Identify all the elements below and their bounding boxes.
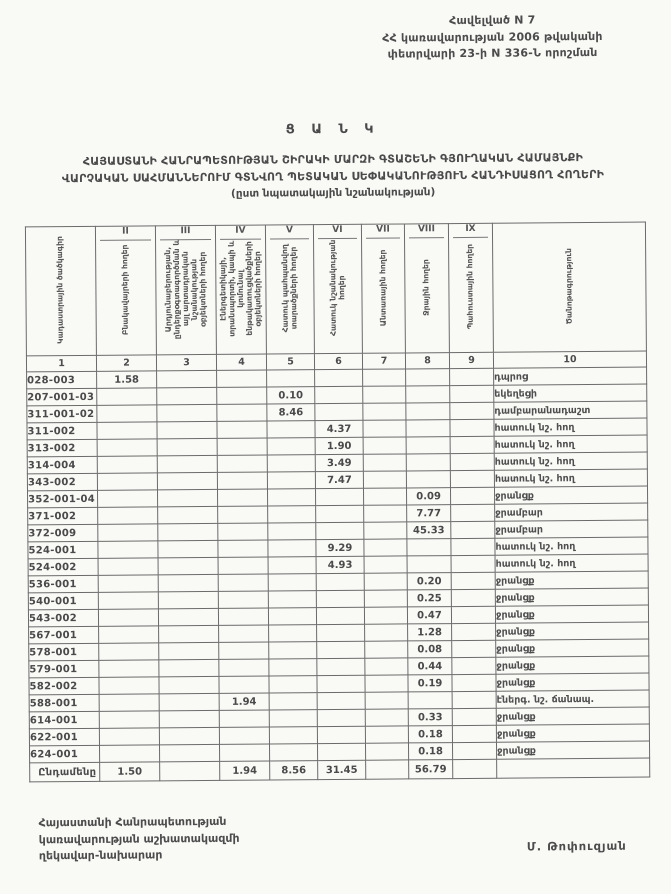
area-value-cell xyxy=(317,692,365,709)
area-value-cell xyxy=(158,608,218,625)
document-subtitle-3: (ըստ նպատակային նշանակության) xyxy=(230,186,436,200)
area-value-cell xyxy=(363,403,406,420)
area-value-cell: 0.44 xyxy=(408,658,452,675)
area-value-cell xyxy=(269,676,317,693)
cadastral-code-cell: 524-001 xyxy=(28,541,98,559)
area-value-cell xyxy=(406,386,450,403)
cadastral-code-cell: 567-001 xyxy=(29,626,99,644)
area-value-cell xyxy=(158,540,218,557)
land-categories-table xyxy=(25,222,650,783)
area-value-cell: 3.49 xyxy=(315,454,363,471)
note-cell: ջրանցք xyxy=(496,639,649,657)
area-value-cell xyxy=(365,692,408,709)
area-value-cell xyxy=(268,574,316,591)
area-value-cell xyxy=(267,438,315,455)
area-value-cell xyxy=(317,641,365,658)
header-label: Ջրային հողեր xyxy=(421,258,431,316)
cadastral-code-cell: 311-002 xyxy=(27,422,97,440)
annex-line-3: փետրվարի 23-ի N 336-Ն որոշման xyxy=(387,45,598,61)
area-value-cell xyxy=(159,625,219,642)
area-value-cell: 4.37 xyxy=(315,420,363,437)
area-value-cell xyxy=(406,471,450,488)
area-value-cell xyxy=(99,660,159,677)
roman-numeral: VI xyxy=(318,225,357,239)
area-value-cell xyxy=(365,709,408,726)
cadastral-code-cell: 314-004 xyxy=(27,456,97,474)
area-value-cell xyxy=(365,658,408,675)
area-value-cell xyxy=(219,625,269,642)
area-value-cell xyxy=(158,557,218,574)
area-value-cell: 7.77 xyxy=(407,505,451,522)
area-value-cell xyxy=(98,541,158,558)
area-value-cell: 0.25 xyxy=(407,590,451,607)
roman-numeral: VIII xyxy=(409,224,444,238)
area-value-cell xyxy=(451,504,495,521)
area-value-cell xyxy=(159,693,219,710)
note-cell: ջրանցք xyxy=(496,707,649,725)
area-value-cell xyxy=(365,743,408,760)
area-value-cell xyxy=(363,369,406,386)
table-header-row xyxy=(25,222,646,356)
area-value-cell xyxy=(452,674,496,691)
total-value-cell: 1.94 xyxy=(220,761,270,780)
area-value-cell xyxy=(217,472,267,489)
area-value-cell: 1.90 xyxy=(315,437,363,454)
note-cell: ջրամբար xyxy=(495,520,648,538)
area-value-cell xyxy=(365,641,408,658)
area-value-cell xyxy=(407,539,451,556)
area-value-cell xyxy=(97,405,157,422)
area-value-cell xyxy=(269,710,317,727)
area-value-cell xyxy=(364,607,407,624)
cadastral-code-cell: 207-001-03 xyxy=(27,388,97,406)
area-value-cell xyxy=(363,471,406,488)
area-value-cell xyxy=(315,403,363,420)
area-value-cell xyxy=(157,455,217,472)
note-cell: ջրանցք xyxy=(496,673,649,691)
area-value-cell: 1.58 xyxy=(97,371,157,388)
area-value-cell xyxy=(98,558,158,575)
area-value-cell xyxy=(450,368,494,385)
header-forest-lands xyxy=(361,224,405,353)
area-value-cell xyxy=(218,574,268,591)
cadastral-code-cell: 371-002 xyxy=(28,507,98,525)
roman-numeral: VII xyxy=(366,224,400,238)
area-value-cell xyxy=(452,725,496,742)
area-value-cell xyxy=(159,744,219,761)
area-value-cell xyxy=(451,572,495,589)
note-cell: դամբարանադաշտ xyxy=(494,401,647,419)
header-label: Կադաստրային ծածկագիր xyxy=(55,236,65,345)
area-value-cell xyxy=(218,523,268,540)
area-value-cell xyxy=(158,574,218,591)
area-value-cell xyxy=(267,455,315,472)
annex-line-1: Հավելված N 7 xyxy=(449,13,536,28)
cadastral-code-cell: 624-001 xyxy=(30,745,100,763)
area-value-cell xyxy=(269,693,317,710)
signatory-line-1: Հայաստանի Հանրապետության xyxy=(38,814,227,830)
note-cell: հատուկ նշ. հող xyxy=(494,435,647,453)
header-label: Ծանոթագրություն xyxy=(563,248,574,325)
area-value-cell xyxy=(268,557,316,574)
total-value-cell: 31.45 xyxy=(318,760,366,779)
annex-reference-block xyxy=(321,11,663,63)
cadastral-code-cell: 311-001-02 xyxy=(27,405,97,423)
area-value-cell xyxy=(268,540,316,557)
area-value-cell xyxy=(364,505,407,522)
area-value-cell xyxy=(217,421,267,438)
area-value-cell xyxy=(159,727,219,744)
area-value-cell xyxy=(363,437,406,454)
area-value-cell xyxy=(450,436,494,453)
area-value-cell xyxy=(364,522,407,539)
area-value-cell xyxy=(267,370,315,387)
area-value-cell xyxy=(450,419,494,436)
roman-numeral: II xyxy=(100,226,151,240)
area-value-cell xyxy=(452,657,496,674)
area-value-cell xyxy=(317,675,365,692)
area-value-cell xyxy=(218,591,268,608)
signatory-title-block xyxy=(39,814,240,865)
area-value-cell xyxy=(99,626,159,643)
total-value-cell xyxy=(453,759,497,778)
title-block xyxy=(0,119,669,201)
area-value-cell xyxy=(217,489,267,506)
area-value-cell xyxy=(218,608,268,625)
area-value-cell xyxy=(157,489,217,506)
document-title: Ց Ա Ն Կ xyxy=(285,121,380,138)
area-value-cell xyxy=(267,489,315,506)
area-value-cell xyxy=(98,575,158,592)
area-value-cell xyxy=(451,521,495,538)
area-value-cell: 45.33 xyxy=(407,522,451,539)
area-value-cell xyxy=(99,643,159,660)
area-value-cell xyxy=(406,403,450,420)
area-value-cell xyxy=(452,708,496,725)
column-number: 4 xyxy=(216,354,266,370)
area-value-cell xyxy=(217,370,267,387)
total-value-cell: 56.79 xyxy=(409,760,453,779)
area-value-cell xyxy=(219,727,269,744)
area-value-cell: 0.09 xyxy=(406,488,450,505)
area-value-cell xyxy=(450,487,494,504)
document-subtitle-1: ՀԱՅԱՍՏԱՆԻ ՀԱՆՐԱՊԵՏՈՒԹՅԱՆ ՇԻՐԱԿԻ ՄԱՐԶԻ ԳՏԱՇԵՆԻ ԳՅՈՒՂԱԿԱՆ ՀԱՄԱՅՆՔԻ xyxy=(82,151,584,168)
column-number: 10 xyxy=(493,351,646,368)
area-value-cell xyxy=(219,659,269,676)
note-cell: ջրանցք xyxy=(496,622,649,640)
note-cell: ջրանցք xyxy=(495,605,648,623)
header-label: Հատուկ պահպանվող տարածքների հողեր xyxy=(279,244,299,333)
area-value-cell xyxy=(316,573,364,590)
area-value-cell xyxy=(97,456,157,473)
note-cell xyxy=(497,758,650,778)
area-value-cell xyxy=(268,608,316,625)
signature-name: Մ. Թոփուզյան xyxy=(526,838,627,854)
area-value-cell: 0.20 xyxy=(407,573,451,590)
area-value-cell xyxy=(451,538,495,555)
area-value-cell xyxy=(452,640,496,657)
note-cell: ջրամբար xyxy=(495,503,648,521)
header-energy-transport-lands xyxy=(215,225,266,354)
area-value-cell: 7.47 xyxy=(315,471,363,488)
area-value-cell xyxy=(218,557,268,574)
total-value-cell xyxy=(160,761,220,780)
area-value-cell xyxy=(268,523,316,540)
note-cell: ջրանցք xyxy=(496,724,649,742)
cadastral-code-cell: 582-002 xyxy=(29,677,99,695)
area-value-cell xyxy=(364,590,407,607)
area-value-cell xyxy=(157,421,217,438)
area-value-cell xyxy=(316,607,364,624)
area-value-cell: 8.46 xyxy=(267,404,315,421)
area-value-cell: 0.08 xyxy=(408,641,452,658)
header-label: Բնակավայրերի հողեր xyxy=(120,244,130,335)
area-value-cell xyxy=(269,625,317,642)
note-cell: հատուկ նշ. հող xyxy=(494,452,647,470)
area-value-cell xyxy=(98,507,158,524)
area-value-cell xyxy=(316,522,364,539)
area-value-cell xyxy=(99,745,159,762)
area-value-cell xyxy=(316,505,364,522)
area-value-cell: 0.10 xyxy=(267,387,315,404)
total-value-cell xyxy=(366,760,409,779)
area-value-cell xyxy=(159,710,219,727)
header-industrial-lands xyxy=(155,225,216,354)
area-value-cell: 1.28 xyxy=(408,624,452,641)
cadastral-code-cell: 372-009 xyxy=(28,524,98,542)
area-value-cell: 0.18 xyxy=(408,726,452,743)
cadastral-code-cell: 028-003 xyxy=(27,371,97,389)
signatory-line-3: ղեկավար-նախարար xyxy=(38,848,163,863)
header-special-purpose-lands xyxy=(313,224,362,353)
total-value-cell: 1.50 xyxy=(100,762,160,781)
area-value-cell xyxy=(219,642,269,659)
area-value-cell xyxy=(219,710,269,727)
area-value-cell: 0.47 xyxy=(407,607,451,624)
area-value-cell xyxy=(217,387,267,404)
area-value-cell xyxy=(406,420,450,437)
header-water-lands xyxy=(404,224,449,353)
area-value-cell xyxy=(406,437,450,454)
column-number: 3 xyxy=(156,354,216,370)
area-value-cell xyxy=(99,694,159,711)
area-value-cell xyxy=(97,473,157,490)
note-cell: հատուկ նշ. հող xyxy=(495,554,648,572)
note-cell: էներգ. նշ. ճանապ. xyxy=(496,690,649,708)
area-value-cell xyxy=(157,438,217,455)
column-number: 5 xyxy=(266,354,314,370)
area-value-cell xyxy=(267,472,315,489)
area-value-cell xyxy=(219,744,269,761)
note-cell: ջրանցք xyxy=(495,588,648,606)
cadastral-code-cell: 578-001 xyxy=(29,643,99,661)
note-cell: եկեղեցի xyxy=(494,384,647,402)
area-value-cell xyxy=(316,590,364,607)
area-value-cell xyxy=(157,370,217,387)
cadastral-code-cell: 614-001 xyxy=(29,711,99,729)
area-value-cell xyxy=(451,555,495,572)
area-value-cell xyxy=(159,659,219,676)
area-value-cell xyxy=(268,591,316,608)
area-value-cell xyxy=(363,488,406,505)
area-value-cell xyxy=(97,490,157,507)
area-value-cell xyxy=(364,556,407,573)
header-label: Էներգետիկայի, տրանսպորտի, կապի և կոմունալ ենթակառուցվածքների օբյեկտների հողեր xyxy=(217,240,263,337)
area-value-cell xyxy=(158,506,218,523)
area-value-cell xyxy=(269,659,317,676)
area-value-cell xyxy=(157,472,217,489)
annex-line-2: ՀՀ կառավարության 2006 թվականի xyxy=(382,29,603,45)
area-value-cell xyxy=(157,404,217,421)
area-value-cell xyxy=(217,438,267,455)
area-value-cell: 0.19 xyxy=(408,675,452,692)
header-settlement-lands xyxy=(95,226,156,355)
column-number: 7 xyxy=(362,353,405,369)
area-value-cell xyxy=(218,540,268,557)
area-value-cell xyxy=(364,573,407,590)
total-row xyxy=(30,758,650,782)
area-value-cell xyxy=(450,470,494,487)
roman-numeral: V xyxy=(270,225,309,239)
cadastral-code-cell: 540-001 xyxy=(28,592,98,610)
cadastral-code-cell: 343-002 xyxy=(27,473,97,491)
area-value-cell xyxy=(99,711,159,728)
header-label: Անտառային հողեր xyxy=(377,249,388,326)
area-value-cell xyxy=(269,642,317,659)
signatory-line-2: կառավարության աշխատակազմի xyxy=(38,831,240,846)
area-value-cell: 9.29 xyxy=(316,539,364,556)
area-value-cell xyxy=(451,589,495,606)
area-value-cell xyxy=(159,676,219,693)
area-value-cell xyxy=(364,539,407,556)
total-label-cell: Ընդամենը xyxy=(30,762,100,782)
document-subtitle-2: ՎԱՐՉԱԿԱՆ ՍԱՀՄԱՆՆԵՐՈՒՄ ԳՏՆՎՈՂ ՊԵՏԱԿԱՆ ՍԵՓԱԿԱՆՈՒԹՅՈՒՆ ՀԱՆԴԻՍԱՑՈՂ ՀՈՂԵՐԻ xyxy=(61,167,605,186)
area-value-cell xyxy=(317,743,365,760)
area-value-cell xyxy=(98,609,158,626)
area-value-cell xyxy=(99,677,159,694)
area-value-cell: 1.94 xyxy=(219,693,269,710)
note-cell: հատուկ նշ. հող xyxy=(494,469,647,487)
area-value-cell xyxy=(315,386,363,403)
area-value-cell xyxy=(315,369,363,386)
area-value-cell xyxy=(97,388,157,405)
area-value-cell xyxy=(452,623,496,640)
area-value-cell xyxy=(317,726,365,743)
note-cell: ջրանցք xyxy=(495,571,648,589)
area-value-cell xyxy=(157,387,217,404)
area-value-cell xyxy=(217,404,267,421)
cadastral-code-cell: 536-001 xyxy=(28,575,98,593)
area-value-cell xyxy=(98,592,158,609)
table-body xyxy=(27,367,650,782)
area-value-cell xyxy=(365,624,408,641)
header-label: Պահուստային հողեր xyxy=(465,244,475,330)
area-value-cell xyxy=(97,439,157,456)
area-value-cell xyxy=(219,676,269,693)
area-value-cell xyxy=(315,488,363,505)
cadastral-code-cell: 524-002 xyxy=(28,558,98,576)
note-cell: ջրանցք xyxy=(496,741,649,759)
cadastral-code-cell: 313-002 xyxy=(27,439,97,457)
header-label: Հատուկ նշանակության հողեր xyxy=(327,239,347,337)
area-value-cell xyxy=(99,728,159,745)
note-cell: դպրոց xyxy=(494,367,647,385)
header-note xyxy=(492,222,646,352)
area-value-cell xyxy=(98,524,158,541)
area-value-cell xyxy=(267,421,315,438)
cadastral-code-cell: 543-002 xyxy=(28,609,98,627)
area-value-cell xyxy=(97,422,157,439)
area-value-cell xyxy=(363,420,406,437)
note-cell: հատուկ նշ. հող xyxy=(495,537,648,555)
area-value-cell xyxy=(363,454,406,471)
area-value-cell xyxy=(452,691,496,708)
area-value-cell: 0.33 xyxy=(408,709,452,726)
column-number: 1 xyxy=(26,355,96,372)
header-reserve-lands xyxy=(448,223,493,352)
area-value-cell: 4.93 xyxy=(316,556,364,573)
total-value-cell: 8.56 xyxy=(270,761,318,780)
cadastral-code-cell: 579-001 xyxy=(29,660,99,678)
area-value-cell xyxy=(363,386,406,403)
area-value-cell xyxy=(365,726,408,743)
column-number: 2 xyxy=(96,355,156,371)
area-value-cell xyxy=(317,658,365,675)
roman-numeral: III xyxy=(160,226,211,240)
header-label: Արդյունաբերության, ընդերքօգտագործման և այլ արտադրական նշանակության օբյեկտների հողեր xyxy=(162,239,208,340)
cadastral-code-cell: 352-001-04 xyxy=(27,490,97,508)
area-value-cell xyxy=(451,606,495,623)
column-number: 8 xyxy=(405,353,449,369)
area-value-cell xyxy=(218,506,268,523)
note-cell: ջրանցք xyxy=(496,656,649,674)
header-cadastral-code xyxy=(25,226,96,356)
note-cell: ջրանցք xyxy=(494,486,647,504)
area-value-cell xyxy=(407,556,451,573)
area-value-cell xyxy=(408,692,452,709)
area-value-cell xyxy=(450,453,494,470)
area-value-cell xyxy=(158,591,218,608)
area-value-cell xyxy=(406,454,450,471)
note-cell: հատուկ նշ. հող xyxy=(494,418,647,436)
cadastral-code-cell: 588-001 xyxy=(29,694,99,712)
column-number: 6 xyxy=(314,353,362,369)
column-number: 9 xyxy=(449,352,493,368)
cadastral-code-cell: 622-001 xyxy=(29,728,99,746)
header-protected-lands xyxy=(265,225,314,354)
area-value-cell xyxy=(450,385,494,402)
area-value-cell xyxy=(268,506,316,523)
area-value-cell xyxy=(158,523,218,540)
area-value-cell xyxy=(365,675,408,692)
area-value-cell xyxy=(317,709,365,726)
area-value-cell xyxy=(317,624,365,641)
area-value-cell xyxy=(406,369,450,386)
roman-numeral: IX xyxy=(453,224,488,238)
area-value-cell xyxy=(159,642,219,659)
area-value-cell xyxy=(269,744,317,761)
area-value-cell xyxy=(452,742,496,759)
roman-numeral: IV xyxy=(220,226,261,240)
area-value-cell xyxy=(269,727,317,744)
area-value-cell: 0.18 xyxy=(408,743,452,760)
area-value-cell xyxy=(450,402,494,419)
area-value-cell xyxy=(217,455,267,472)
